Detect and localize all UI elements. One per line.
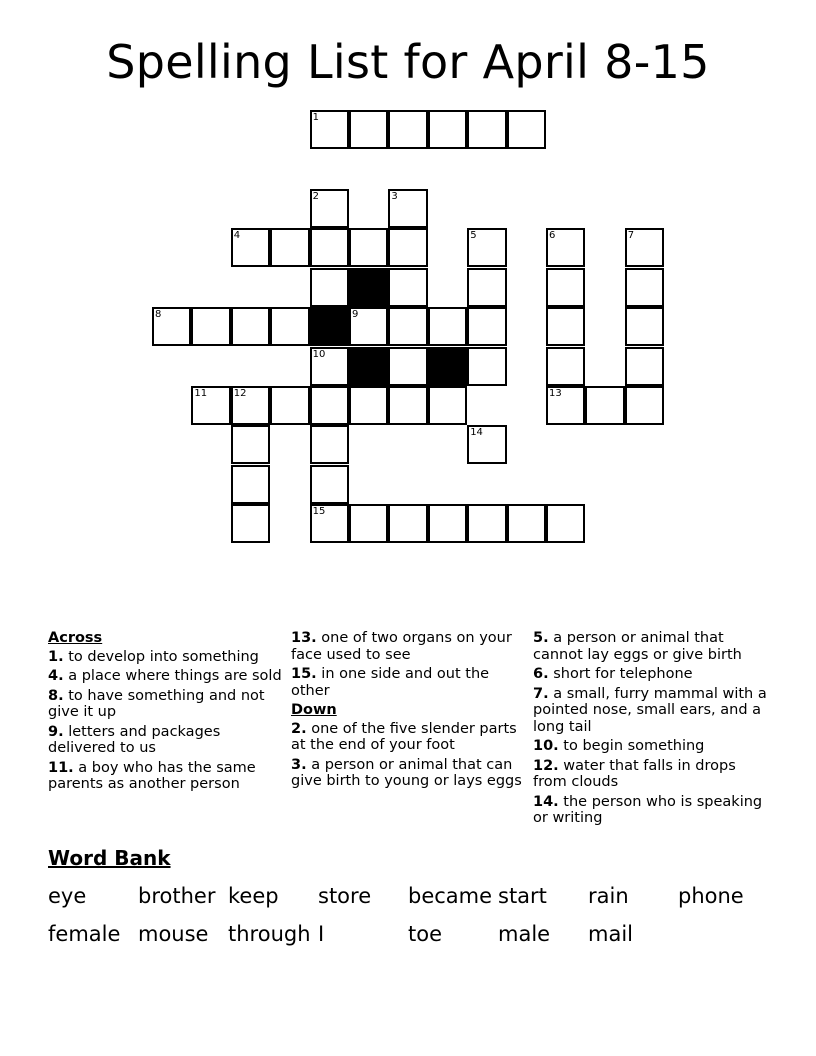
clue-number: 13 [549,388,562,399]
crossword-cell[interactable] [310,268,349,307]
clue-number: 14 [470,427,483,438]
clue-across-9: 9. letters and packages delivered to us [48,723,221,756]
clue-number: 12 [233,388,247,399]
crossword-block [428,347,467,386]
crossword-cell[interactable] [625,347,664,386]
crossword-cell[interactable] [507,110,546,149]
clues-column-3 [533,630,768,830]
clue-down-2: 2. one of the five slender parts at the end of your foot [291,720,517,753]
crossword-cell[interactable] [310,425,349,464]
crossword-cell[interactable] [231,465,270,504]
crossword-cell[interactable] [191,386,230,425]
page-title: Spelling List for April 8-15 [106,35,710,89]
crossword-cell[interactable] [310,347,349,386]
crossword-cell[interactable] [625,228,664,267]
crossword-cell[interactable] [349,307,388,346]
crossword-cell[interactable] [467,268,506,307]
crossword-cell[interactable] [507,504,546,543]
crossword-cell[interactable] [428,386,467,425]
clue-down-5: 5. a person or animal that cannot lay eggs or give birth [533,630,742,663]
crossword-cell[interactable] [231,504,270,543]
crossword-cell[interactable] [310,189,349,228]
crossword-cell[interactable] [152,307,191,346]
crossword-cell[interactable] [467,110,506,149]
crossword-cell[interactable] [310,465,349,504]
crossword-cell[interactable] [467,425,506,464]
crossword-cell[interactable] [388,386,427,425]
clue-number: 10 [312,349,326,360]
crossword-cell[interactable] [388,228,427,267]
crossword-cell[interactable] [310,228,349,267]
clue-across-8: 8. to have something and not give it up [48,687,265,720]
clue-across-11: 11. a boy who has the same parents as another person [48,759,256,792]
word-bank-word: mouse [138,922,209,946]
crossword-cell[interactable] [310,110,349,149]
crossword-cell[interactable] [388,189,427,228]
crossword-cell[interactable] [310,386,349,425]
crossword-cell[interactable] [546,228,585,267]
clue-number: 15 [312,506,326,517]
word-bank-word: male [498,922,551,946]
crossword-cell[interactable] [388,268,427,307]
crossword-block [349,268,388,307]
crossword-cell[interactable] [467,347,506,386]
clue-number: 3 [391,191,398,202]
crossword-cell[interactable] [467,307,506,346]
clue-number: 1 [312,112,319,123]
word-bank-word: female [48,922,121,946]
word-bank-word: became [408,884,493,908]
crossword-cell[interactable] [467,504,506,543]
crossword-cell[interactable] [270,386,309,425]
clue-down-7: 7. a small, furry mammal with a pointed nose, small ears, and a long tail [533,685,767,735]
crossword-cell[interactable] [428,504,467,543]
crossword-cell[interactable] [231,307,270,346]
clues-column-2 [291,630,526,793]
crossword-cell[interactable] [231,386,270,425]
crossword-cell[interactable] [270,228,309,267]
clue-number: 8 [155,309,162,320]
crossword-cell[interactable] [546,504,585,543]
crossword-cell[interactable] [349,110,388,149]
clue-across-4: 4. a place where things are sold [48,668,282,684]
crossword-cell[interactable] [388,307,427,346]
crossword-cell[interactable] [231,228,270,267]
clue-down-3: 3. a person or animal that can give birth to young or lays eggs [291,756,522,789]
clue-down-6: 6. short for telephone [533,666,693,682]
crossword-cell[interactable] [625,386,664,425]
crossword-cell[interactable] [546,347,585,386]
word-bank-word: eye [48,884,87,908]
clues-column-1 [48,630,283,796]
crossword-cell[interactable] [467,228,506,267]
clue-number: 9 [352,309,359,320]
word-bank-title: Word Bank [48,846,171,870]
across-heading: Across [48,630,103,646]
clue-across-13: 13. one of two organs on your face used to see [291,630,512,663]
crossword-cell[interactable] [388,504,427,543]
crossword-cell[interactable] [310,504,349,543]
clue-number: 11 [194,388,208,399]
clue-number: 7 [627,230,635,241]
crossword-cell[interactable] [546,307,585,346]
crossword-cell[interactable] [388,110,427,149]
clue-number: 2 [312,191,319,202]
crossword-cell[interactable] [625,307,664,346]
word-bank-word: keep [228,884,279,908]
word-bank-word: mail [588,922,633,946]
crossword-cell[interactable] [428,110,467,149]
word-bank-word: phone [678,884,744,908]
clue-down-14: 14. the person who is speaking or writing [533,793,763,826]
crossword-cell[interactable] [191,307,230,346]
crossword-block [349,347,388,386]
crossword-cell[interactable] [625,268,664,307]
clue-across-15: 15. in one side and out the other [291,666,490,699]
clue-number: 5 [470,230,477,241]
word-bank-word: I [318,922,325,946]
crossword-block [310,307,349,346]
word-bank-word: through [228,922,311,946]
down-heading: Down [291,702,337,718]
crossword-cell[interactable] [349,228,388,267]
crossword-cell[interactable] [388,347,427,386]
crossword-cell[interactable] [349,504,388,543]
clue-down-10: 10. to begin something [533,738,705,754]
word-bank-word: brother [138,884,216,908]
clue-across-1: 1. to develop into something [48,648,259,665]
crossword-cell[interactable] [349,386,388,425]
word-bank-word: toe [408,922,443,946]
crossword-cell[interactable] [546,386,585,425]
crossword-cell[interactable] [428,307,467,346]
word-bank-word: rain [588,884,629,908]
crossword-cell[interactable] [546,268,585,307]
word-bank-word: start [498,884,547,908]
crossword-cell[interactable] [231,425,270,464]
crossword-cell[interactable] [585,386,624,425]
clue-number: 6 [549,230,556,241]
crossword-cell[interactable] [270,307,309,346]
clue-down-12: 12. water that falls in drops from clouds [533,757,736,790]
clue-number: 4 [233,230,241,241]
word-bank-word: store [318,884,372,908]
